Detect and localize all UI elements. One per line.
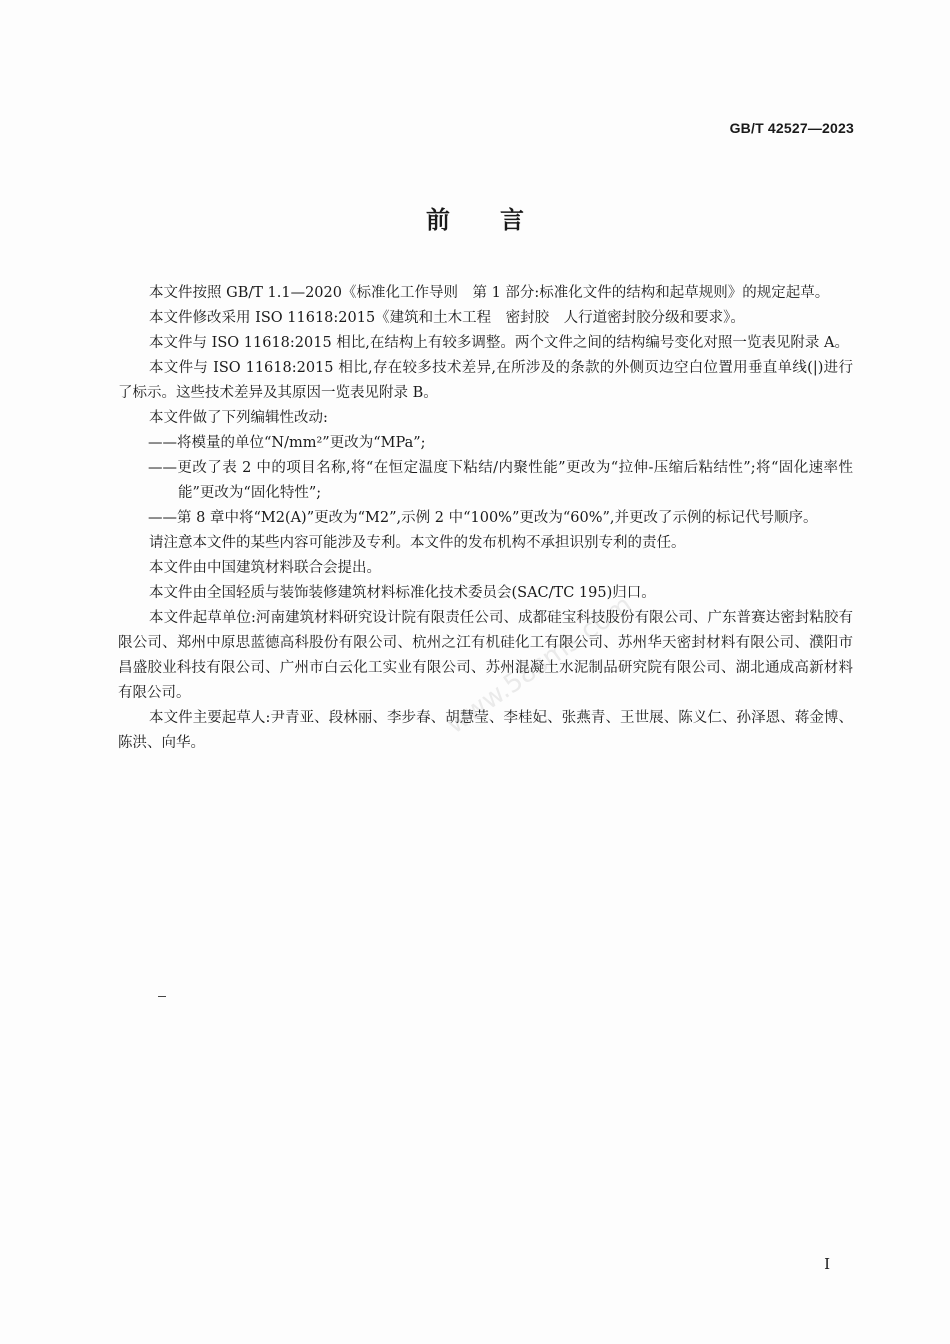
edit-item-unit: ——将模量的单位“N/mm²”更改为“MPa”;: [148, 435, 426, 451]
foreword-body: [118, 281, 853, 756]
paragraph-structure-changes: 本文件与 ISO 11618:2015 相比,在结构上有较多调整。两个文件之间的结构编号变化对照一览表见附录 A。: [149, 335, 849, 351]
paragraph-drafting-rules: 本文件按照 GB/T 1.1—2020《标准化工作导则 第 1 部分:标准化文件的结构和起草规则》的规定起草。: [149, 285, 830, 301]
edit-item-table2: ——更改了表 2 中的项目名称,将“在恒定温度下粘结/内聚性能”更改为“拉伸-压缩后粘结性”;将“固化速率性能”更改为“固化特性”;: [148, 460, 853, 501]
paragraph-editorial-changes: 本文件做了下列编辑性改动:: [149, 410, 328, 426]
paragraph-adoption: 本文件修改采用 ISO 11618:2015《建筑和土木工程 密封胶 人行道密封胶分级和要求》。: [149, 310, 745, 326]
paragraph-technical-differences: 本文件与 ISO 11618:2015 相比,存在较多技术差异,在所涉及的条款的外侧页边空白位置用垂直单线(|)进行了标示。这些技术差异及其原因一览表见附录 B。: [118, 360, 853, 401]
standard-code: GB/T 42527—2023: [729, 120, 854, 136]
edit-item-chapter8: ——第 8 章中将“M2(A)”更改为“M2”,示例 2 中“100%”更改为“60%”,并更改了示例的标记代号顺序。: [148, 510, 818, 526]
page-title: 前言: [426, 206, 574, 234]
paragraph-main-drafters: 本文件主要起草人:尹青亚、段林丽、李步春、胡慧莹、李桂妃、张燕青、王世展、陈义仁、孙泽恩、蒋金博、陈洪、向华。: [118, 710, 853, 751]
watermark: www.58sms.com: [441, 589, 638, 741]
page-number: I: [824, 1255, 830, 1273]
paragraph-proposer: 本文件由中国建筑材料联合会提出。: [149, 560, 381, 576]
paragraph-patent-notice: 请注意本文件的某些内容可能涉及专利。本文件的发布机构不承担识别专利的责任。: [149, 535, 686, 551]
margin-mark: [158, 996, 166, 997]
paragraph-drafting-units: 本文件起草单位:河南建筑材料研究设计院有限责任公司、成都硅宝科技股份有限公司、广东普赛达密封粘胶有限公司、郑州中原思蓝德高科股份有限公司、杭州之江有机硅化工有限公司、苏州华天密封材料有限公司、濮阳市昌盛胶业科技有限公司、广州市白云化工实业有限公司、苏州混凝土水泥制品研究院有限公司、湖北通成高新材料有限公司。: [118, 610, 853, 701]
paragraph-committee: 本文件由全国轻质与装饰装修建筑材料标准化技术委员会(SAC/TC 195)归口。: [149, 585, 656, 601]
